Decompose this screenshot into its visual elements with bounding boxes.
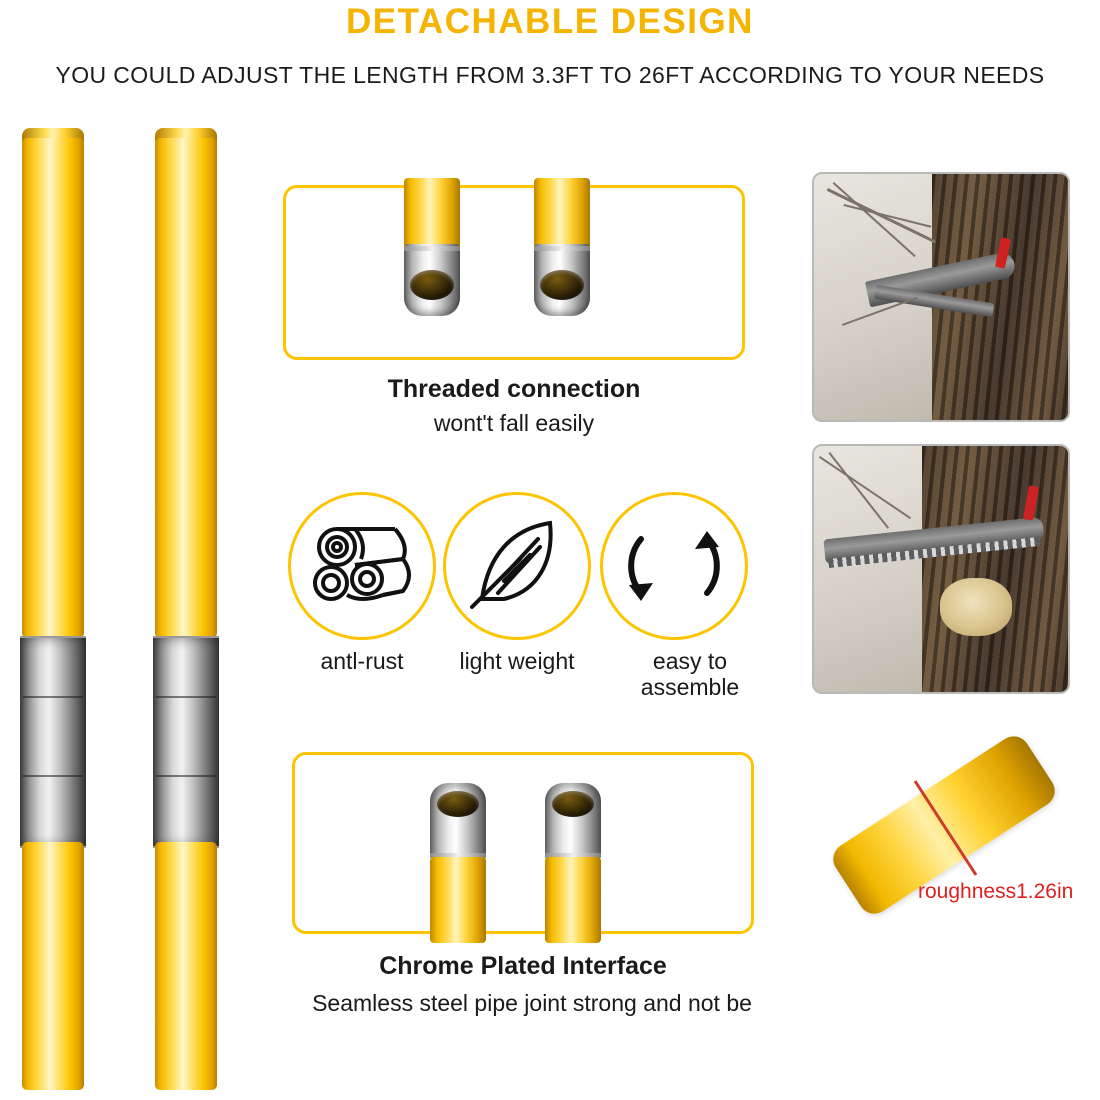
pole-left-chrome-joint xyxy=(20,636,86,848)
pole-right-chrome-joint xyxy=(153,636,219,848)
threaded-connection-subcaption: wont't fall easily xyxy=(433,410,595,436)
chrome-plated-subcaption: Seamless steel pipe joint strong and not be xyxy=(312,990,752,1016)
chrome-plated-caption: Chrome Plated Interface xyxy=(379,952,667,980)
logs-icon xyxy=(291,495,433,637)
threaded-tube-right xyxy=(534,178,590,323)
chrome-tube-right xyxy=(545,783,601,943)
pole-left-upper-tube xyxy=(22,138,84,638)
badge-anti-rust-label: antl-rust xyxy=(320,648,404,674)
pole-left xyxy=(22,128,84,1088)
cut-stump xyxy=(940,578,1012,636)
pole-right-upper-tube xyxy=(155,138,217,638)
chrome-tube-left xyxy=(430,783,486,943)
badge-easy-assemble-label-line2: assemble xyxy=(640,674,740,701)
chrome-plated-box xyxy=(292,752,754,934)
badge-light-weight-label: light weight xyxy=(459,648,575,674)
feather-icon xyxy=(446,495,588,637)
page-subtitle: YOU COULD ADJUST THE LENGTH FROM 3.3FT TO 26FT ACCORDING TO YOUR NEEDS xyxy=(55,62,1045,88)
photo-saw-on-trunk xyxy=(812,444,1070,694)
pole-left-lower-tube xyxy=(22,842,84,1090)
threaded-tube-left xyxy=(404,178,460,323)
roughness-label: roughness1.26in xyxy=(918,880,1074,903)
badge-easy-assemble-label-line1: easy to xyxy=(652,648,728,674)
photo-pruner-on-branch xyxy=(812,172,1070,422)
page-title: DETACHABLE DESIGN xyxy=(346,2,754,41)
pole-right xyxy=(155,128,217,1088)
circular-arrows-icon xyxy=(603,495,745,637)
badge-light-weight xyxy=(443,492,591,640)
pole-right-lower-tube xyxy=(155,842,217,1090)
badge-anti-rust xyxy=(288,492,436,640)
threaded-connection-caption: Threaded connection xyxy=(387,375,641,403)
badge-easy-assemble xyxy=(600,492,748,640)
threaded-connection-box xyxy=(283,185,745,360)
badge-easy-assemble-label xyxy=(610,648,770,701)
